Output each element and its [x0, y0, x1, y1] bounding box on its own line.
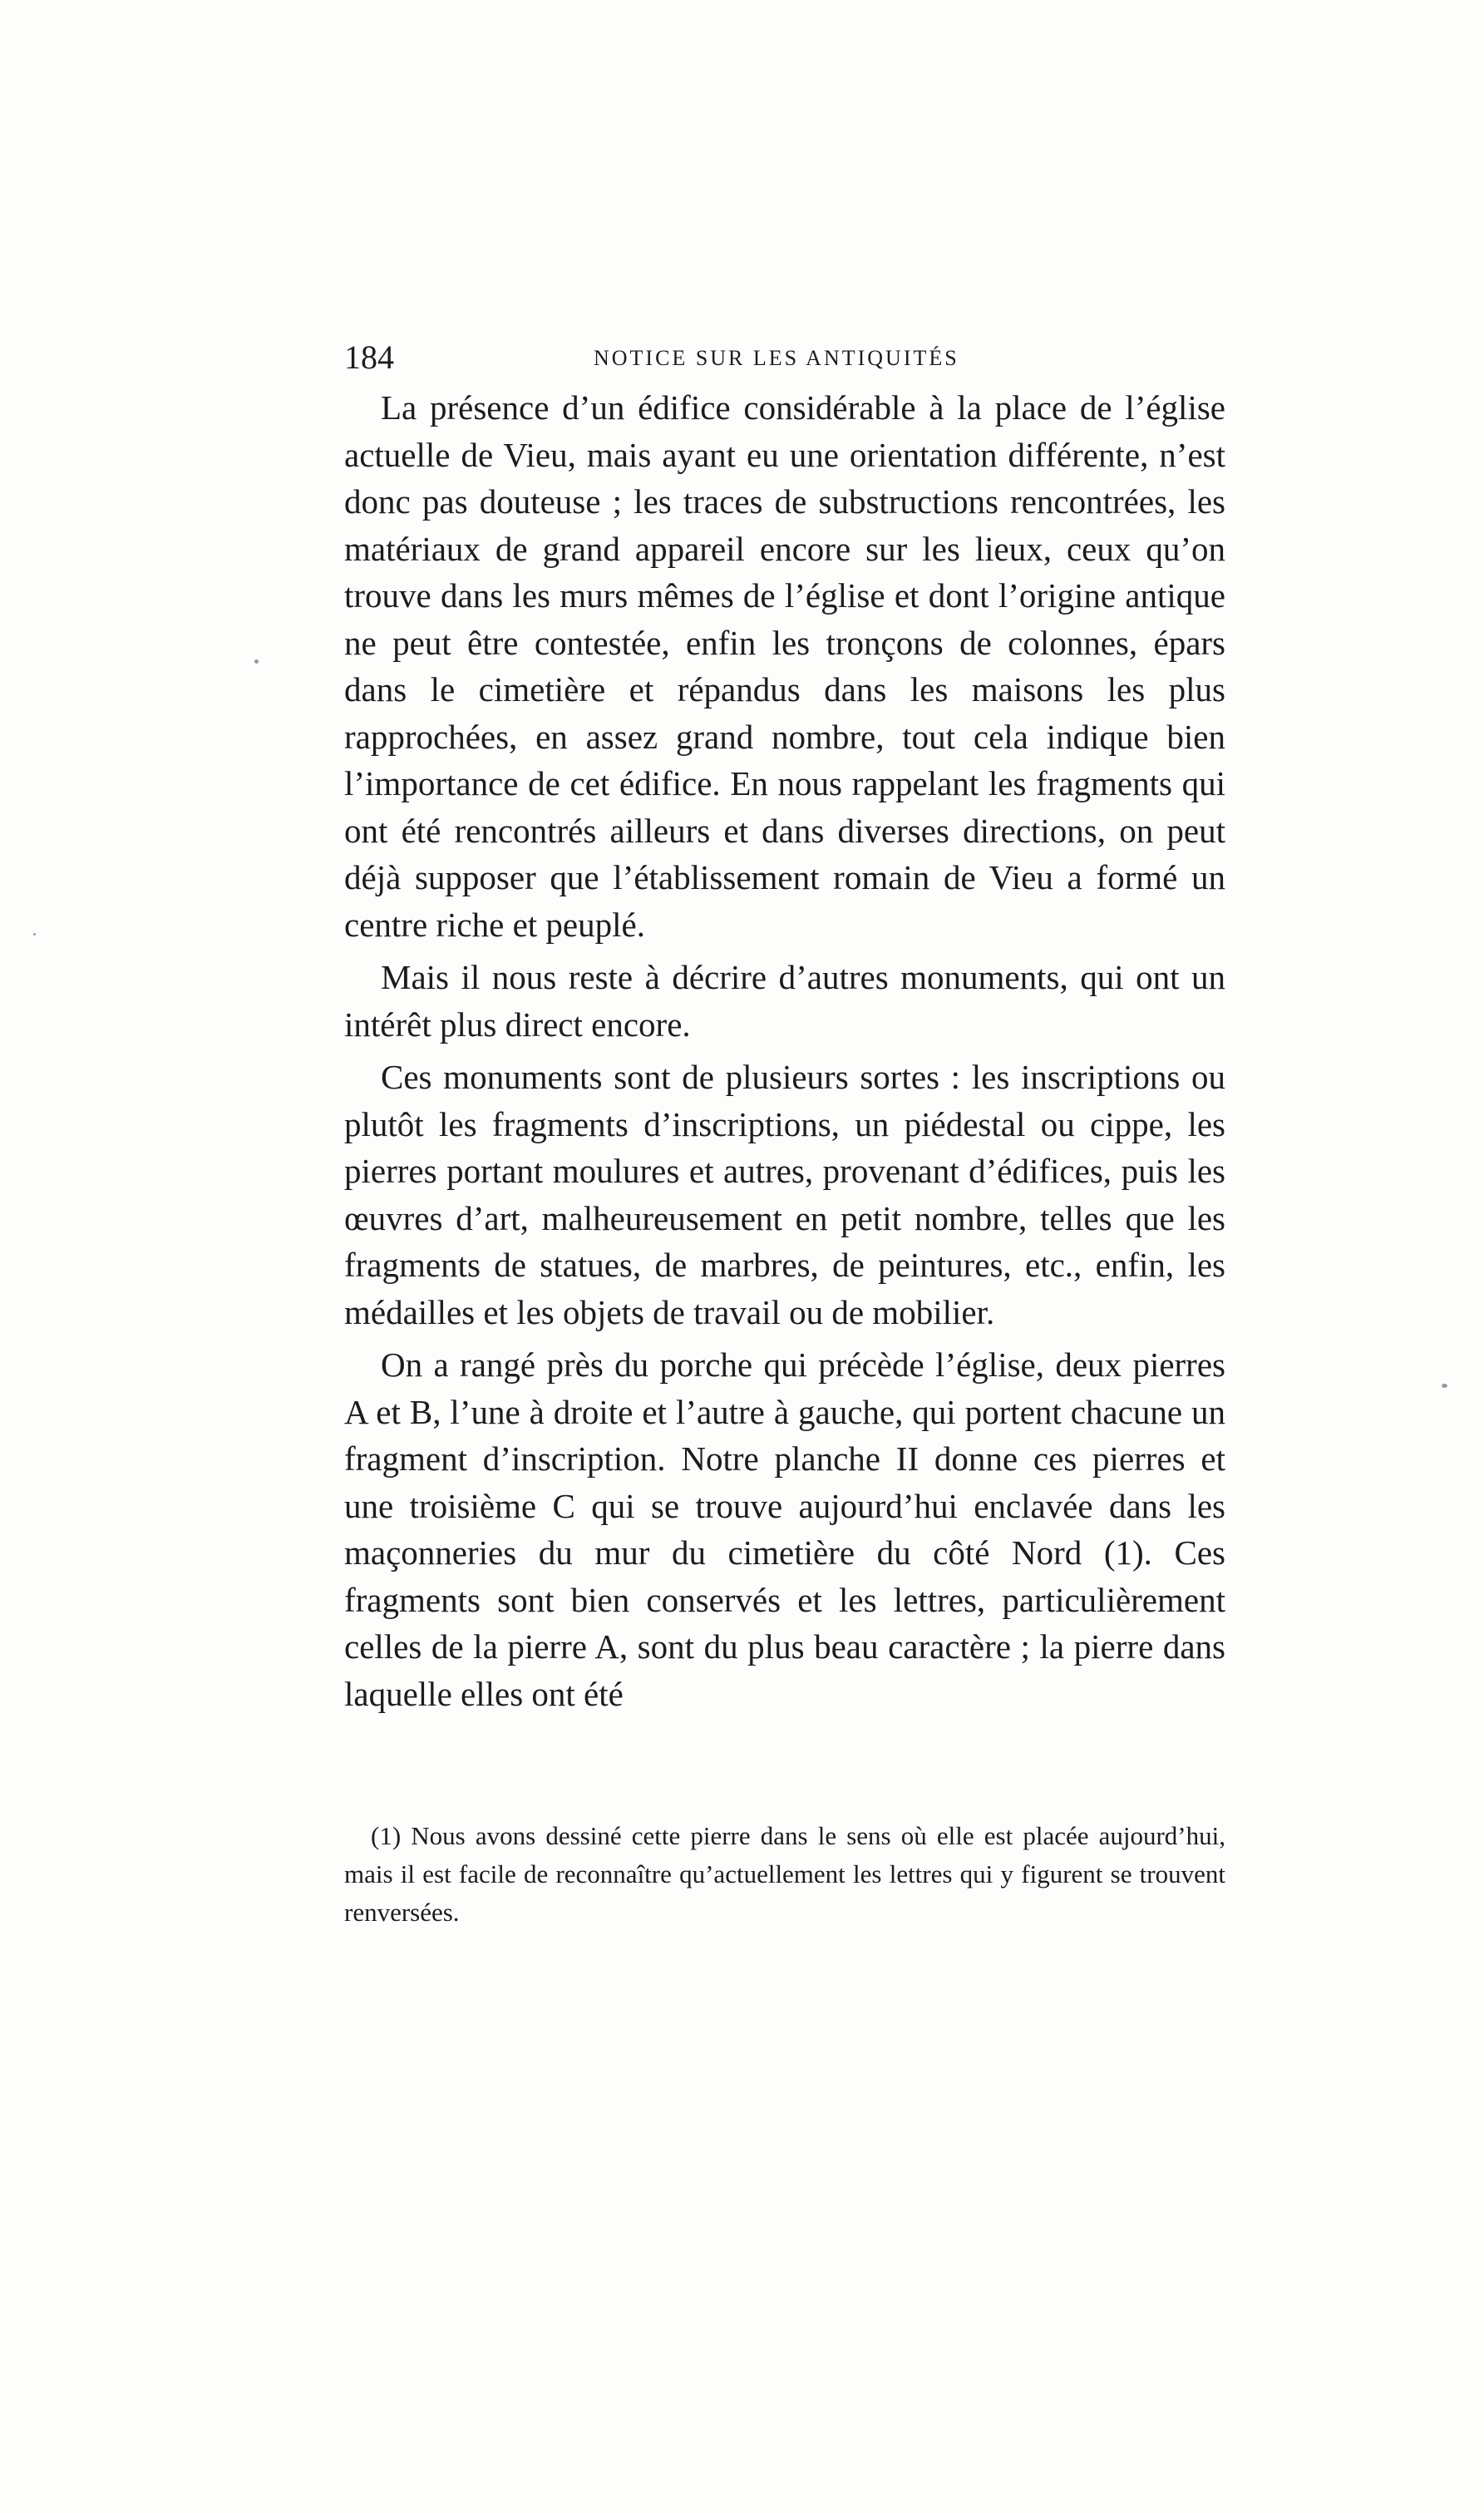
- paper-speck: [1442, 1384, 1447, 1388]
- paper-speck: [254, 659, 259, 664]
- body-text: [344, 384, 1225, 1723]
- paper-speck: [33, 933, 36, 936]
- paragraph: Ces monuments sont de plusieurs sortes : les inscriptions ou plutôt les fragments d’inscriptions, un piédestal ou cippe, les pierres portant moulures et autres, provenant d’édifices, puis les œuvres d’art, malheureusement en petit nombre, telles que les fragments de statues, de marbres, de peintures, etc., enfin, les médailles et les objets de travail ou de mobilier.: [344, 1058, 1225, 1331]
- page-header: [344, 333, 1225, 383]
- paragraph: On a rangé près du porche qui précède l’église, deux pierres A et B, l’une à droite et l’autre à gauche, qui portent chacune un fragment d’inscription. Notre planche II donne ces pierres et une troisième C qui se trouve aujourd’hui enclavée dans les maçonneries du mur du cimetière du côté Nord (1). Ces fragments sont bien conservés et les lettres, particulièrement celles de la pierre A, sont du plus beau caractère ; la pierre dans laquelle elles ont été: [344, 1345, 1225, 1713]
- page-number: 184: [344, 338, 394, 376]
- paragraph: La présence d’un édifice considérable à la place de l’église actuelle de Vieu, mais ayant eu une orientation différente, n’est donc pas douteuse ; les traces de substructions rencontrées, les matériaux de grand appareil encore sur les lieux, ceux qu’on trouve dans les murs mêmes de l’église et dont l’origine antique ne peut être contestée, enfin les tronçons de colonnes, épars dans le cimetière et répandus dans les maisons les plus rapprochées, en assez grand nombre, tout cela indique bien l’importance de cet édifice. En nous rappelant les fragments qui ont été rencontrés ailleurs et dans diverses directions, on peut déjà supposer que l’établissement romain de Vieu a formé un centre riche et peuplé.: [344, 388, 1225, 944]
- footnote: [344, 1817, 1225, 1932]
- running-head: NOTICE SUR LES ANTIQUITÉS: [594, 346, 959, 370]
- footnote-text: (1) Nous avons dessiné cette pierre dans le sens où elle est placée aujourd’hui, mais il est facile de reconnaître qu’actuellement les lettres qui y figurent se trouvent renversées.: [344, 1821, 1225, 1927]
- paragraph: Mais il nous reste à décrire d’autres monuments, qui ont un intérêt plus direct encore.: [344, 958, 1225, 1044]
